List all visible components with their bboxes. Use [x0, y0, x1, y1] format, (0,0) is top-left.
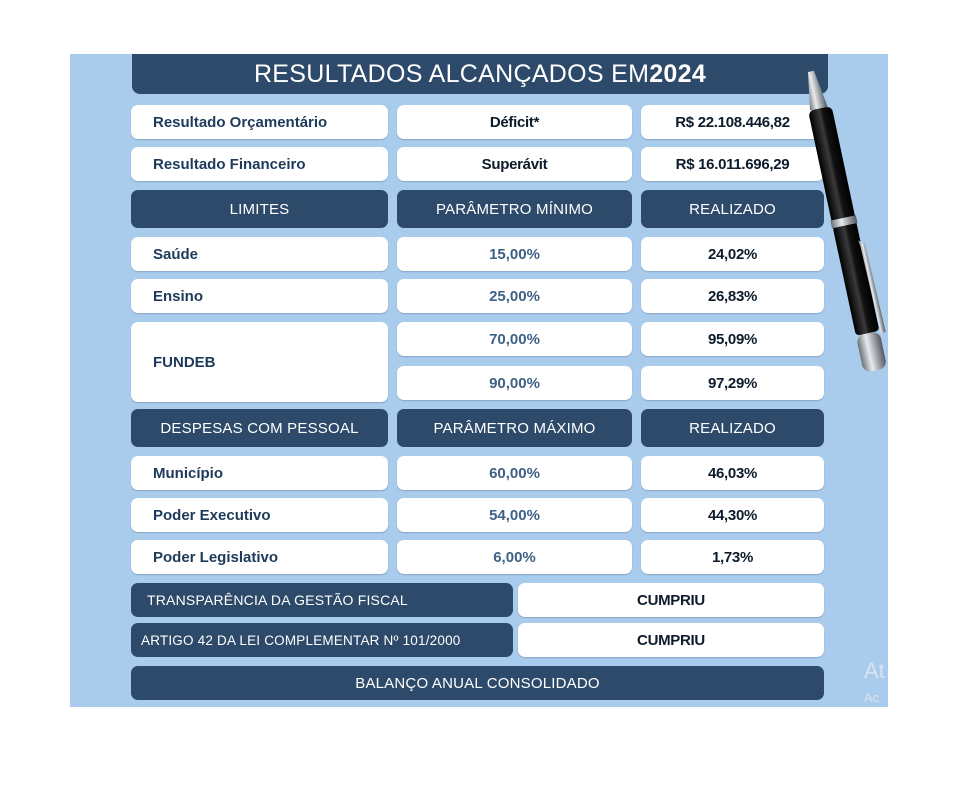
pessoal-header-param: PARÂMETRO MÁXIMO	[397, 409, 632, 447]
result-status-orcamentario: Déficit*	[397, 105, 632, 139]
limite-real-saude: 24,02%	[641, 237, 824, 271]
limite-real-fundeb-2: 97,29%	[641, 366, 824, 400]
pessoal-real-legislativo: 1,73%	[641, 540, 824, 574]
limite-param-fundeb-1: 70,00%	[397, 322, 632, 356]
compliance-status-artigo42: CUMPRIU	[518, 623, 824, 657]
compliance-label-artigo42: ARTIGO 42 DA LEI COMPLEMENTAR Nº 101/2000	[131, 623, 513, 657]
result-label-orcamentario: Resultado Orçamentário	[131, 105, 388, 139]
pessoal-param-legislativo: 6,00%	[397, 540, 632, 574]
limites-header-label: LIMITES	[131, 190, 388, 228]
limite-param-fundeb-2: 90,00%	[397, 366, 632, 400]
pessoal-real-municipio: 46,03%	[641, 456, 824, 490]
pessoal-header-realizado: REALIZADO	[641, 409, 824, 447]
watermark-line1: At	[864, 658, 885, 683]
limite-real-fundeb-1: 95,09%	[641, 322, 824, 356]
limite-label-fundeb: FUNDEB	[131, 322, 388, 402]
pessoal-label-municipio: Município	[131, 456, 388, 490]
footer-balanco[interactable]: BALANÇO ANUAL CONSOLIDADO	[131, 666, 824, 700]
compliance-label-transparencia: TRANSPARÊNCIA DA GESTÃO FISCAL	[131, 583, 513, 617]
pessoal-real-executivo: 44,30%	[641, 498, 824, 532]
pessoal-header-label: DESPESAS COM PESSOAL	[131, 409, 388, 447]
limites-header-param: PARÂMETRO MÍNIMO	[397, 190, 632, 228]
limite-param-ensino: 25,00%	[397, 279, 632, 313]
result-label-financeiro: Resultado Financeiro	[131, 147, 388, 181]
title-text: RESULTADOS ALCANÇADOS EM	[253, 59, 650, 88]
compliance-status-transparencia: CUMPRIU	[518, 583, 824, 617]
limite-real-ensino: 26,83%	[641, 279, 824, 313]
result-value-orcamentario: R$ 22.108.446,82	[641, 105, 824, 139]
pessoal-param-executivo: 54,00%	[397, 498, 632, 532]
title-year: 2024	[649, 59, 707, 88]
pen-tip	[802, 70, 828, 111]
result-status-financeiro: Superávit	[397, 147, 632, 181]
pessoal-label-legislativo: Poder Legislativo	[131, 540, 388, 574]
pen-end	[856, 331, 887, 373]
limite-label-saude: Saúde	[131, 237, 388, 271]
pessoal-label-executivo: Poder Executivo	[131, 498, 388, 532]
limite-param-saude: 15,00%	[397, 237, 632, 271]
limite-label-ensino: Ensino	[131, 279, 388, 313]
result-value-financeiro: R$ 16.011.696,29	[641, 147, 824, 181]
limites-header-realizado: REALIZADO	[641, 190, 824, 228]
watermark-line2: Ac	[864, 690, 880, 705]
pessoal-param-municipio: 60,00%	[397, 456, 632, 490]
